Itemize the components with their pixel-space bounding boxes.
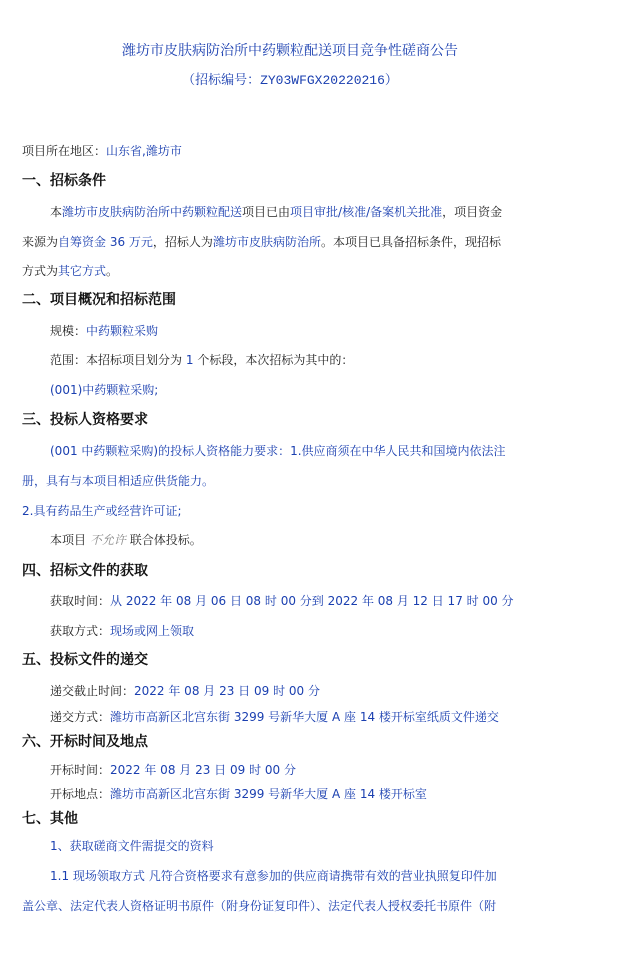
- s3-req-line-1: (001 中药颗粒采购)的投标人资格能力要求：1.供应商须在中华人民共和国境内依法注: [50, 444, 506, 458]
- deadline-value: 2022 年 08 月 23 日 09 时 00 分: [134, 684, 320, 698]
- deadline-label: 递交截止时间：: [50, 684, 135, 698]
- scale-value: 中药颗粒采购: [86, 324, 159, 338]
- s4-method: [50, 623, 194, 639]
- s1-text: 来源为: [22, 235, 59, 249]
- section-3-heading: 三、投标人资格要求: [22, 412, 148, 428]
- section-2-heading: 二、项目概况和招标范围: [22, 292, 176, 308]
- region-label: 项目所在地区：: [22, 144, 107, 158]
- obtain-method-label: 获取方式：: [50, 624, 111, 638]
- s1-text: 项目已由: [242, 205, 291, 219]
- project-region: [22, 143, 182, 159]
- consortium-text: 联合体投标。: [129, 533, 202, 547]
- obtain-time-label: 获取时间：: [50, 594, 111, 608]
- s1-text: 。: [106, 264, 119, 278]
- s1-tenderer: 潍坊市皮肤病防治所: [212, 235, 321, 249]
- obtain-method-value: 现场或网上领取: [110, 624, 195, 638]
- section-5-heading: 五、投标文件的递交: [22, 652, 148, 668]
- bid-code: （招标编号：ZY03WFGX20220216）: [182, 73, 398, 88]
- s3-req-line-2: 册，具有与本项目相适应供货能力。: [22, 474, 215, 488]
- s1-method: 其它方式: [58, 264, 107, 278]
- s1-line-2: [22, 234, 501, 250]
- consortium-value: 不允许: [89, 533, 126, 547]
- s2-lot: (001)中药颗粒采购;: [50, 383, 159, 397]
- region-value: 山东省,潍坊市: [106, 144, 182, 158]
- s7-para-line-1: 1.1 现场领取方式 凡符合资格要求有意参加的供应商请携带有效的营业执照复印件加: [50, 869, 497, 883]
- s4-time: [50, 593, 514, 609]
- s1-funding: 自筹资金 36 万元: [58, 235, 153, 249]
- s6-place: [50, 786, 427, 802]
- s1-line-3: [22, 263, 118, 279]
- s3-consortium: [50, 532, 202, 548]
- range-text: 个标段，本次招标为其中的：: [197, 353, 354, 367]
- s7-para-line-2: 盖公章、法定代表人资格证明书原件（附身份证复印件）、法定代表人授权委托书原件（附: [22, 899, 497, 913]
- s1-approval: 项目审批/核准/备案机关批准: [290, 205, 443, 219]
- s1-line-1: [50, 204, 502, 220]
- lot-count: 1: [185, 353, 194, 367]
- s2-scale: [50, 323, 158, 339]
- section-1-heading: 一、招标条件: [22, 173, 106, 189]
- s1-text: 。本项目已具备招标条件，现招标: [320, 235, 501, 249]
- scale-label: 规模：: [50, 324, 87, 338]
- obtain-time-value: 从 2022 年 08 月 06 日 08 时 00 分到 2022 年 08 月 12 日 17 时 00 分: [110, 594, 514, 608]
- s1-text: 本: [50, 205, 63, 219]
- opening-time-label: 开标时间：: [50, 763, 111, 777]
- s5-method: [50, 709, 499, 725]
- page-title: 潍坊市皮肤病防治所中药颗粒配送项目竞争性磋商公告: [122, 43, 458, 59]
- s6-time: [50, 762, 296, 778]
- s1-text: 方式为: [22, 264, 59, 278]
- submit-method-label: 递交方式：: [50, 710, 111, 724]
- s3-req-line-3: 2.具有药品生产或经营许可证;: [22, 504, 182, 518]
- opening-place-label: 开标地点：: [50, 787, 111, 801]
- s1-text: ，招标人为: [152, 235, 213, 249]
- range-text: 范围：本招标项目划分为: [50, 353, 183, 367]
- s5-deadline: [50, 683, 320, 699]
- section-4-heading: 四、招标文件的获取: [22, 563, 148, 579]
- s7-item-1: 1、获取磋商文件需提交的资料: [50, 839, 214, 853]
- opening-time-value: 2022 年 08 月 23 日 09 时 00 分: [110, 763, 296, 777]
- section-6-heading: 六、开标时间及地点: [22, 734, 148, 750]
- s1-project-name: 潍坊市皮肤病防治所中药颗粒配送: [62, 205, 243, 219]
- section-7-heading: 七、其他: [22, 811, 78, 827]
- submit-method-value: 潍坊市高新区北宫东街 3299 号新华大厦 A 座 14 楼开标室纸质文件递交: [110, 710, 499, 724]
- s2-range: [50, 352, 353, 368]
- opening-place-value: 潍坊市高新区北宫东街 3299 号新华大厦 A 座 14 楼开标室: [110, 787, 427, 801]
- s1-text: ，项目资金: [442, 205, 503, 219]
- consortium-text: 本项目: [50, 533, 87, 547]
